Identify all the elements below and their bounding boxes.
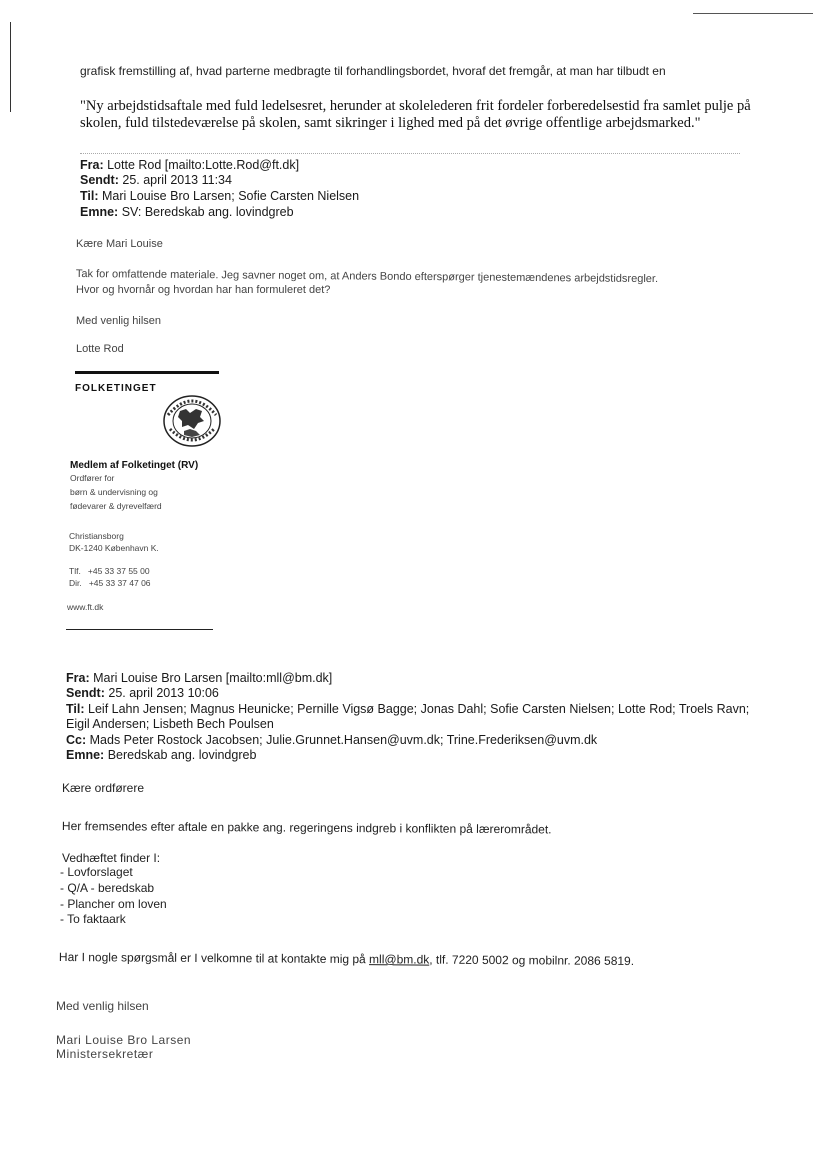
email2-closing: Med venlig hilsen [56,999,149,1013]
email2-body: Her fremsendes efter aftale en pakke ang. regeringens indgreb i konflikten på lærerområdet. [61,819,552,837]
email2-cc [66,733,597,748]
contact-email-link[interactable]: mll@bm.dk [369,952,430,967]
from-value: Lotte Rod [mailto:Lotte.Rod@ft.dk] [107,158,300,172]
sent-label: Sendt: [66,686,105,700]
to-label: Til: [80,189,99,203]
email2-to-line-2: Eigil Andersen; Lisbeth Bech Poulsen [66,717,274,731]
from-label: Fra: [66,671,90,685]
email1-greeting: Kære Mari Louise [76,238,163,250]
email2-title: Ministersekretær [56,1047,154,1061]
email1-body-line-1: Tak for omfattende materiale. Jeg savner noget om, at Anders Bondo efterspørger tjenestemændenes arbejdstidsregler. [75,268,659,286]
email1-closing: Med venlig hilsen [76,315,161,327]
subject-label: Emne: [80,205,119,219]
email2-contact [59,950,634,968]
cc-value: Mads Peter Rostock Jacobsen; Julie.Grunnet.Hansen@uvm.dk; Trine.Frederiksen@uvm.dk [89,733,598,747]
contact-text: Har I nogle spørgsmål er I velkomne til at kontakte mig på [58,950,366,967]
direct-value: +45 33 37 47 06 [88,578,151,588]
signature-rule-top [75,371,219,374]
attachment-item: - To faktaark [60,912,126,926]
email2-name: Mari Louise Bro Larsen [56,1033,192,1047]
email1-body-line-2: Hvor og hvornår og hvordan har han formuleret det? [76,284,331,296]
email1-to [80,189,359,204]
signature-role-1: Ordfører for [70,473,115,483]
quote-line-1: "Ny arbejdstidsaftale med fuld ledelsesret, herunder at skolelederen frit fordeler forberedelsestid fra samlet pulje på [80,98,751,114]
to-label: Til: [66,702,85,716]
signature-title: Medlem af Folketinget (RV) [70,460,199,471]
from-label: Fra: [80,158,104,172]
contact-text-end: , tlf. 7220 5002 og mobilnr. 2086 5819. [429,952,635,969]
email1-name: Lotte Rod [76,343,124,355]
signature-role-2: børn & undervisning og [70,487,158,497]
phone-value: +45 33 37 55 00 [87,566,150,576]
email2-from [66,671,332,686]
scan-edge-top [693,13,813,14]
subject-value: SV: Beredskab ang. lovindgreb [121,205,294,219]
attachment-item: - Q/A - beredskab [60,881,155,895]
email2-greeting: Kære ordførere [62,781,145,795]
from-value: Mari Louise Bro Larsen [mailto:mll@bm.dk] [93,671,333,685]
cc-label: Cc: [66,733,87,747]
to-value: Mari Louise Bro Larsen; Sofie Carsten Nielsen [102,189,360,203]
email1-from [80,158,299,173]
folketinget-seal-icon [160,393,224,449]
direct-label: Dir. [69,578,82,588]
intro-line: grafisk fremstilling af, hvad parterne medbragte til forhandlingsbordet, hvoraf det fremgår, at man har tilbudt en [80,64,666,78]
phone-label: Tlf. [69,566,81,576]
attachment-item: - Lovforslaget [60,865,133,879]
sent-value: 25. april 2013 10:06 [108,686,219,700]
email2-to-line-1 [66,702,749,717]
to-value: Leif Lahn Jensen; Magnus Heunicke; Pernille Vigsø Bagge; Jonas Dahl; Sofie Carsten Nielsen; Lotte Rod; Troels Ravn; [88,702,750,716]
sent-value: 25. april 2013 11:34 [122,173,232,187]
subject-label: Emne: [66,748,105,762]
email1-sent [80,173,232,188]
signature-address-2: DK-1240 København K. [69,543,159,553]
signature-org: FOLKETINGET [75,383,157,394]
subject-value: Beredskab ang. lovindgreb [107,748,257,762]
signature-address-1: Christiansborg [69,531,124,541]
signature-role-3: fødevarer & dyrevelfærd [70,501,162,511]
separator-dotted [80,153,740,154]
email2-subject [66,748,256,763]
signature-direct [69,577,151,590]
email2-sent [66,686,219,701]
scan-edge-left [10,22,11,112]
sent-label: Sendt: [80,173,119,187]
attachment-item: - Plancher om loven [60,897,167,911]
quote-line-2: skolen, fuld tilstedeværelse på skolen, samt sikringer i lighed med på det øvrige offentlige arbejdsmarked." [80,115,701,131]
email1-subject [80,205,294,220]
signature-web-link[interactable]: www.ft.dk [67,602,104,612]
signature-rule-bottom [66,629,213,630]
email2-attach-intro: Vedhæftet finder I: [62,851,161,865]
